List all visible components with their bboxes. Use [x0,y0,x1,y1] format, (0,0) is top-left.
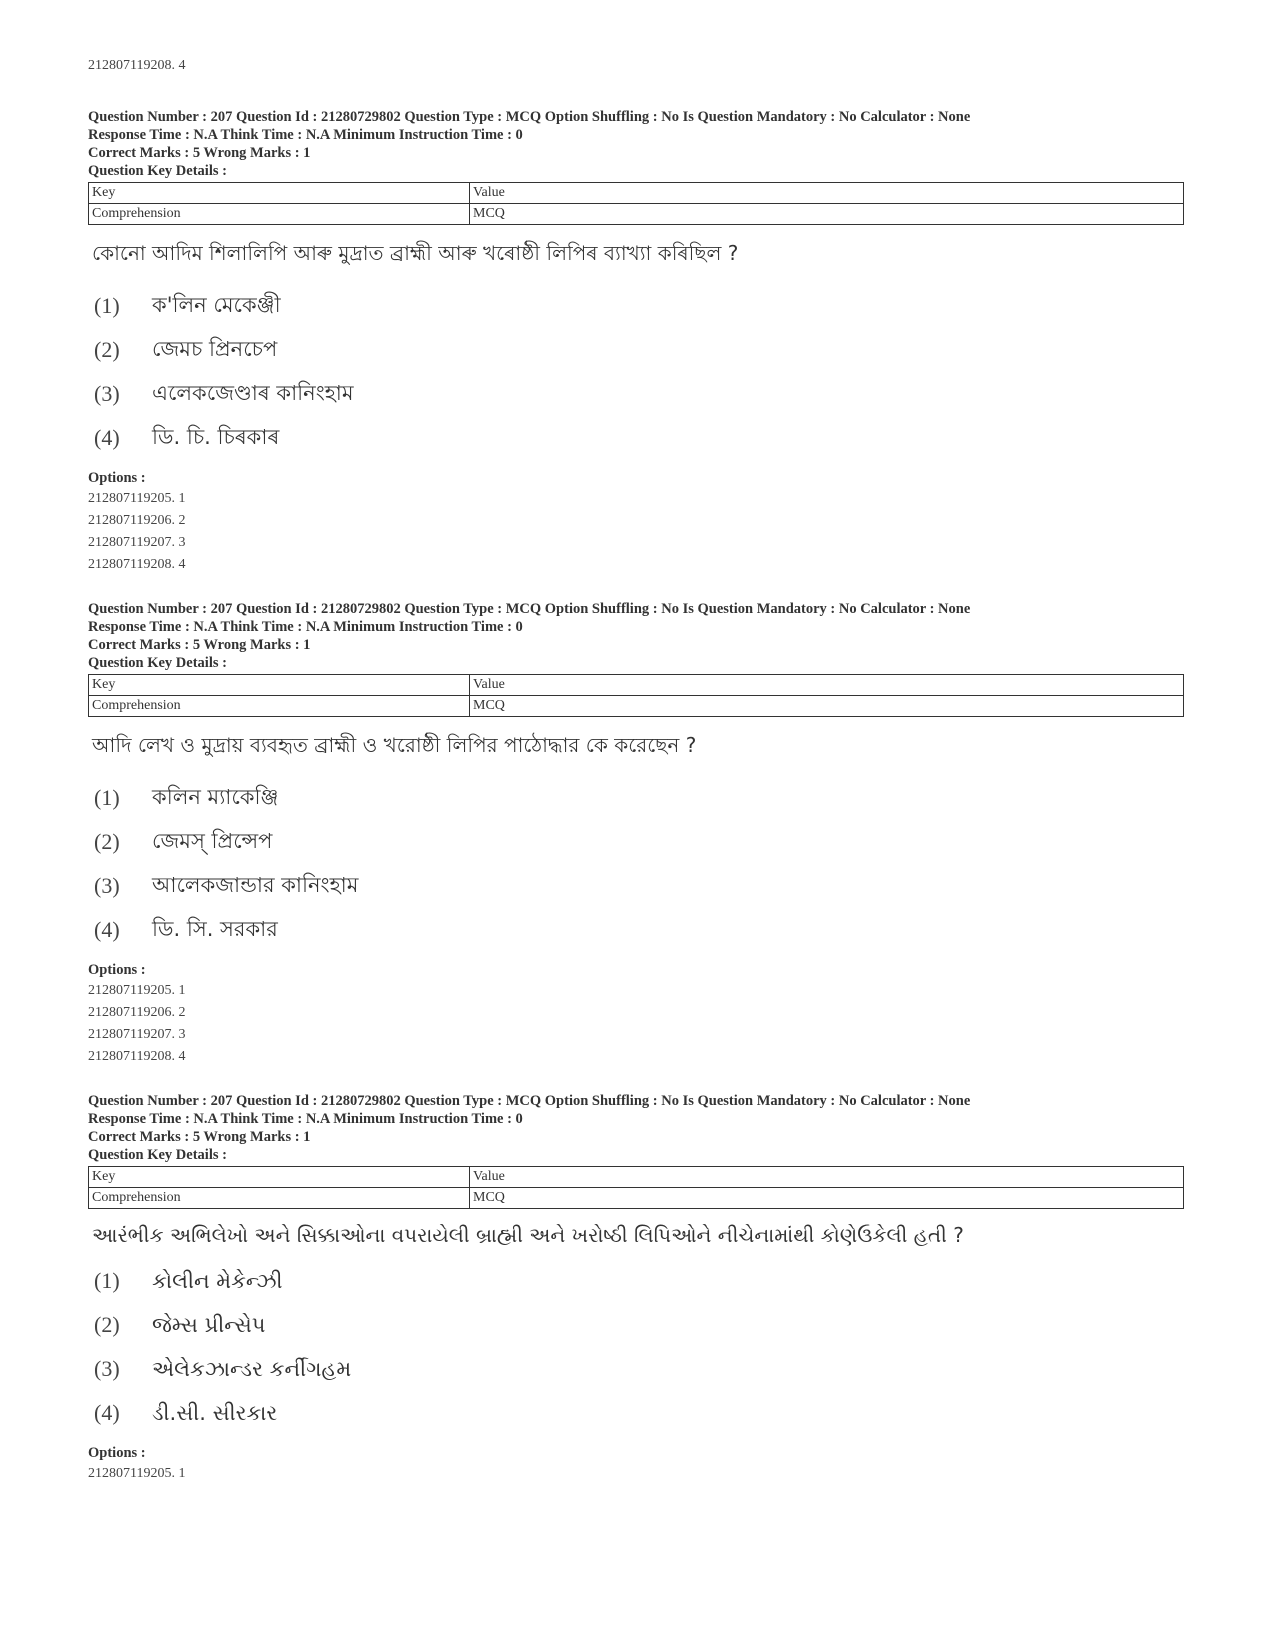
value-cell: MCQ [470,204,1184,225]
options-label: Options : [88,470,146,486]
question-meta [88,108,1188,180]
option-text: કોલીન મેકેન્ઝી [152,1268,283,1293]
previous-option-id: 212807119208. 4 [88,58,186,73]
marks-line: Correct Marks : 5 Wrong Marks : 1 [88,637,311,653]
option-id: 212807119207. 3 [88,1027,186,1042]
table-row [89,675,1184,696]
key-details-table [88,1166,1184,1209]
option-text: ডি. সি. সরকার [152,916,278,941]
timing-meta-line: Response Time : N.A Think Time : N.A Minimum Instruction Time : 0 [88,619,523,635]
option-number: (4) [94,1400,120,1425]
value-header: Value [470,1167,1184,1188]
option-id: 212807119208. 4 [88,1049,186,1064]
table-row [89,183,1184,204]
option-id: 212807119206. 2 [88,1005,186,1020]
question-stem: কোনো আদিম শিলালিপি আৰু মুদ্ৰাত ব্ৰাহ্মী আৰু খৰোষ্ঠী লিপিৰ ব্যাখ্যা কৰিছিল ? [92,241,739,265]
option-text: কলিন ম্যাকেঞ্জি [152,784,279,809]
option-text: જેમ્સ પ્રીન્સેપ [152,1312,266,1337]
question-block [88,108,1188,576]
spacer [88,1068,1188,1092]
option-id: 212807119206. 2 [88,513,186,528]
option-item [88,908,1188,952]
key-header: Key [89,1167,470,1188]
option-number: (2) [94,1312,120,1337]
option-item [88,284,1188,328]
question-meta [88,600,1188,672]
key-details-table [88,182,1184,225]
option-id: 212807119205. 1 [88,983,186,998]
option-text: জেমচ প্ৰিনচেপ [152,336,278,361]
key-cell: Comprehension [89,696,470,717]
document-page [88,58,1188,1485]
timing-meta-line: Response Time : N.A Think Time : N.A Minimum Instruction Time : 0 [88,1111,523,1127]
option-item [88,328,1188,372]
question-block [88,1092,1188,1485]
table-row [89,204,1184,225]
option-number: (2) [94,337,120,362]
value-cell: MCQ [470,1188,1184,1209]
key-cell: Comprehension [89,204,470,225]
option-text: আলেকজান্ডার কানিংহাম [152,872,359,897]
key-details-table [88,674,1184,717]
option-item [88,1303,1188,1347]
option-text: ক'লিন মেকেঞ্জী [152,292,281,317]
question-meta-line: Question Number : 207 Question Id : 21280729802 Question Type : MCQ Option Shuffling : No Is Question Mandatory : No Calculator : None [88,1093,971,1109]
option-number: (1) [94,785,120,810]
value-header: Value [470,675,1184,696]
question-block [88,600,1188,1068]
option-id: 212807119205. 1 [88,491,186,506]
option-id: 212807119205. 1 [88,1466,186,1481]
table-row [89,1167,1184,1188]
option-text: ડી.સી. સીરકાર [152,1400,278,1425]
option-item [88,1259,1188,1303]
marks-line: Correct Marks : 5 Wrong Marks : 1 [88,1129,311,1145]
option-number: (4) [94,425,120,450]
option-text: এলেকজেণ্ডাৰ কানিংহাম [152,380,354,405]
key-header: Key [89,675,470,696]
option-item [88,372,1188,416]
table-row [89,1188,1184,1209]
option-text: জেমস্ প্রিন্সেপ [152,828,273,853]
option-number: (2) [94,829,120,854]
option-id: 212807119208. 4 [88,557,186,572]
value-cell: MCQ [470,696,1184,717]
value-header: Value [470,183,1184,204]
option-item [88,1391,1188,1435]
option-number: (1) [94,1268,120,1293]
question-meta-line: Question Number : 207 Question Id : 21280729802 Question Type : MCQ Option Shuffling : No Is Question Mandatory : No Calculator : None [88,601,971,617]
key-details-label: Question Key Details : [88,655,227,671]
table-row [89,696,1184,717]
option-item [88,776,1188,820]
question-stem: আদি লেখ ও মুদ্রায় ব্যবহৃত ব্রাহ্মী ও খরোষ্ঠী লিপির পাঠোদ্ধার কে করেছেন ? [92,733,697,757]
option-number: (4) [94,917,120,942]
option-item [88,820,1188,864]
option-item [88,864,1188,908]
option-text: ডি. চি. চিৰকাৰ [152,424,280,449]
question-meta [88,1092,1188,1164]
option-number: (3) [94,381,120,406]
key-header: Key [89,183,470,204]
option-number: (3) [94,1356,120,1381]
options-label: Options : [88,962,146,978]
option-number: (3) [94,873,120,898]
option-text: એલેકઝાન્ડર કર્નીગહમ [152,1356,352,1381]
spacer [88,576,1188,600]
option-number: (1) [94,293,120,318]
option-item [88,416,1188,460]
options-label: Options : [88,1445,146,1461]
option-item [88,1347,1188,1391]
timing-meta-line: Response Time : N.A Think Time : N.A Minimum Instruction Time : 0 [88,127,523,143]
marks-line: Correct Marks : 5 Wrong Marks : 1 [88,145,311,161]
option-id: 212807119207. 3 [88,535,186,550]
question-meta-line: Question Number : 207 Question Id : 21280729802 Question Type : MCQ Option Shuffling : No Is Question Mandatory : No Calculator : None [88,109,971,125]
question-stem: આરંભીક અભિલેખો અને સિક્કાઓના વપરાયેલી બ્રાહ્મી અને ખરોષ્ઠી લિપિઓને નીચેનામાંથી કોણેઉકેલી હતી ? [92,1223,964,1247]
key-details-label: Question Key Details : [88,163,227,179]
key-details-label: Question Key Details : [88,1147,227,1163]
key-cell: Comprehension [89,1188,470,1209]
